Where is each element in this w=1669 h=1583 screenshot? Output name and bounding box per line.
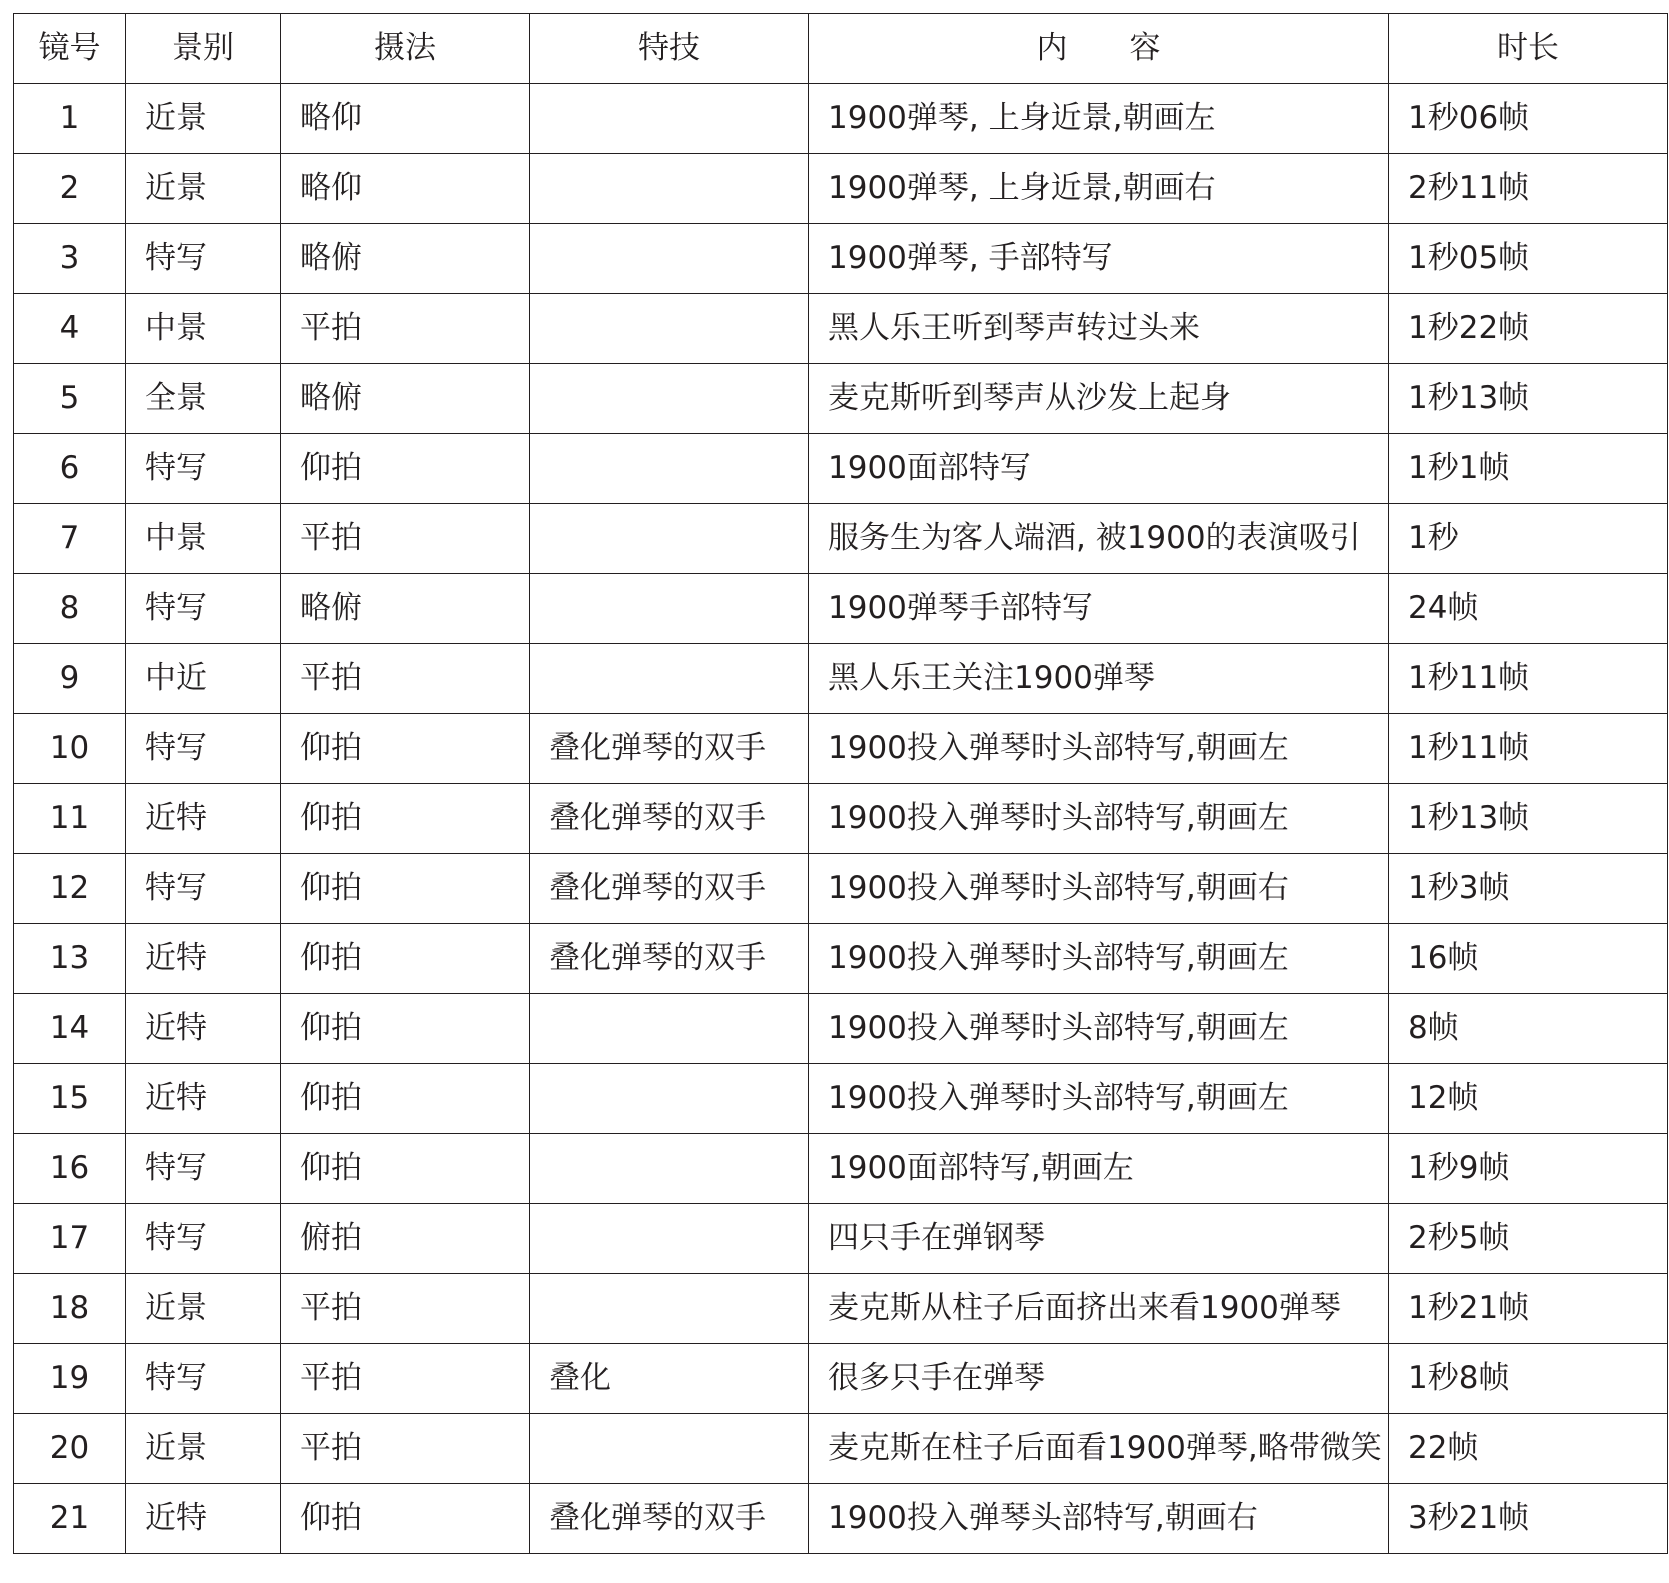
cell-shot-size: 近特	[126, 924, 281, 994]
header-camera-angle: 摄法	[281, 14, 530, 84]
cell-shot-number: 10	[14, 714, 126, 784]
cell-camera-angle: 略仰	[281, 154, 530, 224]
cell-duration: 1秒11帧	[1389, 714, 1668, 784]
cell-shot-size: 近景	[126, 84, 281, 154]
cell-duration: 2秒11帧	[1389, 154, 1668, 224]
table-row	[14, 224, 1668, 294]
cell-duration: 1秒13帧	[1389, 364, 1668, 434]
cell-camera-angle: 平拍	[281, 1414, 530, 1484]
table-row	[14, 994, 1668, 1064]
cell-special-effect	[530, 1204, 809, 1274]
cell-camera-angle: 平拍	[281, 1344, 530, 1414]
cell-duration: 1秒21帧	[1389, 1274, 1668, 1344]
header-shot-number: 镜号	[14, 14, 126, 84]
cell-content: 1900投入弹琴时头部特写,朝画右	[809, 854, 1389, 924]
cell-shot-number: 7	[14, 504, 126, 574]
cell-shot-size: 全景	[126, 364, 281, 434]
cell-shot-number: 3	[14, 224, 126, 294]
table-row	[14, 1204, 1668, 1274]
cell-content: 黑人乐王听到琴声转过头来	[809, 294, 1389, 364]
table-row	[14, 784, 1668, 854]
cell-shot-size: 近特	[126, 784, 281, 854]
cell-duration: 24帧	[1389, 574, 1668, 644]
cell-camera-angle: 平拍	[281, 504, 530, 574]
cell-special-effect	[530, 1134, 809, 1204]
cell-content: 很多只手在弹琴	[809, 1344, 1389, 1414]
table-row	[14, 1134, 1668, 1204]
cell-duration: 1秒1帧	[1389, 434, 1668, 504]
cell-camera-angle: 仰拍	[281, 714, 530, 784]
cell-duration: 1秒3帧	[1389, 854, 1668, 924]
cell-camera-angle: 俯拍	[281, 1204, 530, 1274]
cell-special-effect	[530, 364, 809, 434]
cell-content: 1900投入弹琴时头部特写,朝画左	[809, 1064, 1389, 1134]
cell-content: 服务生为客人端酒, 被1900的表演吸引	[809, 504, 1389, 574]
cell-duration: 1秒8帧	[1389, 1344, 1668, 1414]
cell-shot-number: 12	[14, 854, 126, 924]
table-row	[14, 364, 1668, 434]
cell-content: 1900投入弹琴时头部特写,朝画左	[809, 924, 1389, 994]
cell-shot-number: 2	[14, 154, 126, 224]
cell-shot-number: 5	[14, 364, 126, 434]
cell-duration: 1秒05帧	[1389, 224, 1668, 294]
cell-content: 1900投入弹琴时头部特写,朝画左	[809, 714, 1389, 784]
cell-shot-size: 特写	[126, 1204, 281, 1274]
cell-shot-size: 特写	[126, 574, 281, 644]
cell-special-effect	[530, 434, 809, 504]
table-row	[14, 714, 1668, 784]
cell-special-effect: 叠化弹琴的双手	[530, 854, 809, 924]
cell-duration: 1秒9帧	[1389, 1134, 1668, 1204]
table-row	[14, 574, 1668, 644]
header-special-effect: 特技	[530, 14, 809, 84]
header-duration: 时长	[1389, 14, 1668, 84]
cell-duration: 8帧	[1389, 994, 1668, 1064]
cell-content: 1900弹琴手部特写	[809, 574, 1389, 644]
cell-special-effect	[530, 84, 809, 154]
cell-content: 黑人乐王关注1900弹琴	[809, 644, 1389, 714]
cell-content: 1900投入弹琴头部特写,朝画右	[809, 1484, 1389, 1554]
cell-special-effect	[530, 224, 809, 294]
table-row	[14, 1414, 1668, 1484]
cell-shot-size: 中景	[126, 294, 281, 364]
header-content: 内 容	[809, 14, 1389, 84]
cell-camera-angle: 仰拍	[281, 1064, 530, 1134]
cell-shot-number: 9	[14, 644, 126, 714]
cell-shot-number: 18	[14, 1274, 126, 1344]
cell-duration: 1秒	[1389, 504, 1668, 574]
table-row	[14, 434, 1668, 504]
cell-duration: 1秒06帧	[1389, 84, 1668, 154]
table-body	[14, 84, 1668, 1554]
cell-shot-size: 近景	[126, 1274, 281, 1344]
table-row	[14, 854, 1668, 924]
cell-content: 麦克斯从柱子后面挤出来看1900弹琴	[809, 1274, 1389, 1344]
cell-camera-angle: 略仰	[281, 84, 530, 154]
cell-camera-angle: 仰拍	[281, 784, 530, 854]
cell-shot-size: 近景	[126, 1414, 281, 1484]
cell-special-effect	[530, 154, 809, 224]
table-header-row	[14, 14, 1668, 84]
cell-special-effect: 叠化弹琴的双手	[530, 924, 809, 994]
cell-camera-angle: 略俯	[281, 224, 530, 294]
cell-duration: 12帧	[1389, 1064, 1668, 1134]
table-row	[14, 1484, 1668, 1554]
table-row	[14, 154, 1668, 224]
cell-shot-size: 近特	[126, 994, 281, 1064]
cell-camera-angle: 仰拍	[281, 1484, 530, 1554]
cell-content: 1900投入弹琴时头部特写,朝画左	[809, 994, 1389, 1064]
cell-shot-size: 近景	[126, 154, 281, 224]
cell-content: 1900面部特写	[809, 434, 1389, 504]
cell-content: 1900弹琴, 上身近景,朝画右	[809, 154, 1389, 224]
cell-shot-number: 20	[14, 1414, 126, 1484]
header-shot-size: 景别	[126, 14, 281, 84]
cell-shot-size: 中近	[126, 644, 281, 714]
cell-shot-size: 特写	[126, 1344, 281, 1414]
cell-camera-angle: 仰拍	[281, 924, 530, 994]
table-row	[14, 1344, 1668, 1414]
table-row	[14, 84, 1668, 154]
cell-shot-number: 1	[14, 84, 126, 154]
cell-duration: 1秒13帧	[1389, 784, 1668, 854]
cell-special-effect	[530, 644, 809, 714]
cell-special-effect: 叠化	[530, 1344, 809, 1414]
cell-content: 麦克斯听到琴声从沙发上起身	[809, 364, 1389, 434]
cell-camera-angle: 仰拍	[281, 1134, 530, 1204]
cell-content: 1900投入弹琴时头部特写,朝画左	[809, 784, 1389, 854]
cell-camera-angle: 略俯	[281, 574, 530, 644]
cell-special-effect	[530, 1064, 809, 1134]
cell-camera-angle: 平拍	[281, 644, 530, 714]
cell-shot-number: 8	[14, 574, 126, 644]
cell-special-effect	[530, 294, 809, 364]
cell-shot-number: 6	[14, 434, 126, 504]
cell-shot-size: 特写	[126, 434, 281, 504]
cell-duration: 1秒11帧	[1389, 644, 1668, 714]
table-row	[14, 924, 1668, 994]
cell-shot-size: 特写	[126, 224, 281, 294]
cell-camera-angle: 略俯	[281, 364, 530, 434]
cell-special-effect	[530, 994, 809, 1064]
table-row	[14, 504, 1668, 574]
cell-shot-size: 中景	[126, 504, 281, 574]
cell-duration: 3秒21帧	[1389, 1484, 1668, 1554]
cell-shot-size: 特写	[126, 854, 281, 924]
cell-content: 四只手在弹钢琴	[809, 1204, 1389, 1274]
cell-special-effect	[530, 574, 809, 644]
cell-shot-number: 11	[14, 784, 126, 854]
cell-duration: 2秒5帧	[1389, 1204, 1668, 1274]
cell-shot-number: 16	[14, 1134, 126, 1204]
cell-shot-size: 近特	[126, 1484, 281, 1554]
table-row	[14, 644, 1668, 714]
cell-camera-angle: 仰拍	[281, 434, 530, 504]
cell-special-effect	[530, 1274, 809, 1344]
cell-duration: 16帧	[1389, 924, 1668, 994]
cell-shot-number: 14	[14, 994, 126, 1064]
cell-shot-number: 21	[14, 1484, 126, 1554]
cell-shot-size: 特写	[126, 714, 281, 784]
table-row	[14, 1274, 1668, 1344]
cell-shot-size: 近特	[126, 1064, 281, 1134]
cell-special-effect: 叠化弹琴的双手	[530, 784, 809, 854]
cell-content: 1900面部特写,朝画左	[809, 1134, 1389, 1204]
cell-shot-number: 15	[14, 1064, 126, 1134]
table-row	[14, 294, 1668, 364]
cell-shot-number: 13	[14, 924, 126, 994]
cell-content: 麦克斯在柱子后面看1900弹琴,略带微笑	[809, 1414, 1389, 1484]
cell-camera-angle: 平拍	[281, 1274, 530, 1344]
cell-special-effect: 叠化弹琴的双手	[530, 1484, 809, 1554]
cell-camera-angle: 仰拍	[281, 994, 530, 1064]
cell-special-effect	[530, 504, 809, 574]
cell-duration: 1秒22帧	[1389, 294, 1668, 364]
cell-shot-number: 19	[14, 1344, 126, 1414]
cell-shot-size: 特写	[126, 1134, 281, 1204]
cell-camera-angle: 平拍	[281, 294, 530, 364]
shot-list-table	[13, 13, 1668, 1554]
table-row	[14, 1064, 1668, 1134]
cell-camera-angle: 仰拍	[281, 854, 530, 924]
cell-special-effect	[530, 1414, 809, 1484]
cell-special-effect: 叠化弹琴的双手	[530, 714, 809, 784]
cell-content: 1900弹琴, 手部特写	[809, 224, 1389, 294]
cell-shot-number: 4	[14, 294, 126, 364]
cell-content: 1900弹琴, 上身近景,朝画左	[809, 84, 1389, 154]
cell-duration: 22帧	[1389, 1414, 1668, 1484]
cell-shot-number: 17	[14, 1204, 126, 1274]
